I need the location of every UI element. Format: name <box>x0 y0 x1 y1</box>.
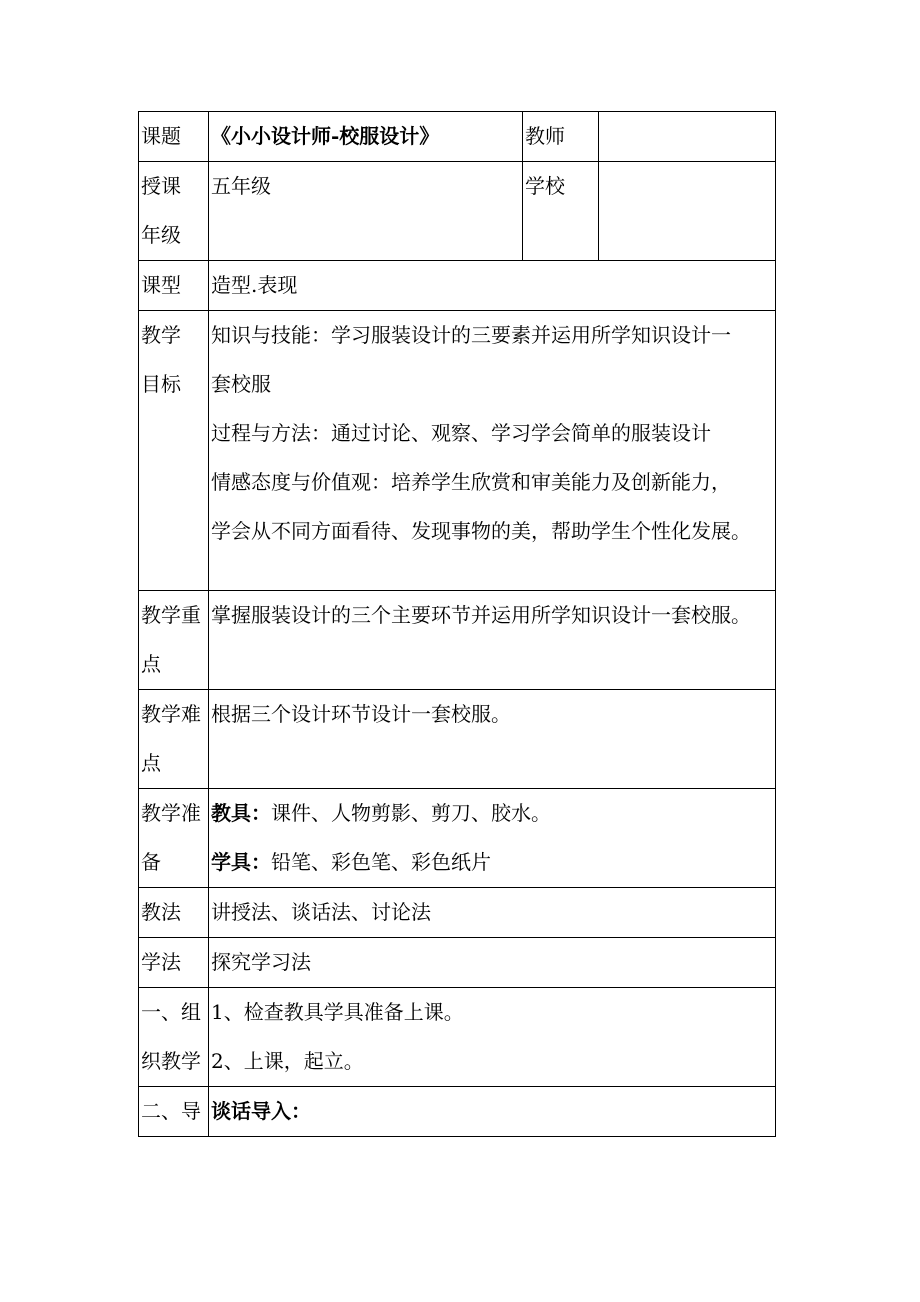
row-learning <box>139 938 776 988</box>
row-step1 <box>139 988 776 1087</box>
prep-label-line1: 教学准 <box>141 801 201 825</box>
type-value: 造型.表现 <box>209 261 776 311</box>
prep-value <box>209 789 776 888</box>
focus-label-line2: 点 <box>141 652 161 676</box>
row-prep <box>139 789 776 888</box>
goals-value <box>209 311 776 591</box>
learning-value: 探究学习法 <box>209 938 776 988</box>
row-title <box>139 112 776 162</box>
school-label: 学校 <box>523 162 599 261</box>
row-grade <box>139 162 776 261</box>
goal-line: 学会从不同方面看待、发现事物的美，帮助学生个性化发展。 <box>211 519 751 543</box>
teacher-value <box>599 112 776 162</box>
row-method <box>139 888 776 938</box>
goal-line: 知识与技能：学习服装设计的三要素并运用所学知识设计一 <box>211 323 731 347</box>
difficulty-label-line1: 教学难 <box>141 702 201 726</box>
type-label: 课型 <box>139 261 209 311</box>
prep-teacher-tools-value: 课件、人物剪影、剪刀、胶水。 <box>271 801 551 825</box>
row-focus <box>139 591 776 690</box>
step1-label-line1: 一、组 <box>141 1000 201 1024</box>
prep-label-line2: 备 <box>141 850 161 874</box>
method-label: 教法 <box>139 888 209 938</box>
difficulty-label-line2: 点 <box>141 751 161 775</box>
grade-label-line2: 年级 <box>141 223 181 247</box>
focus-label <box>139 591 209 690</box>
step1-label-line2: 织教学 <box>141 1049 201 1073</box>
row-step2 <box>139 1087 776 1137</box>
row-goals <box>139 311 776 591</box>
goals-label-line1: 教学 <box>141 323 181 347</box>
focus-label-line1: 教学重 <box>141 603 201 627</box>
difficulty-value: 根据三个设计环节设计一套校服。 <box>209 690 776 789</box>
focus-value: 掌握服装设计的三个主要环节并运用所学知识设计一套校服。 <box>209 591 776 690</box>
step1-line: 2、上课，起立。 <box>211 1049 364 1073</box>
teacher-label: 教师 <box>523 112 599 162</box>
row-type <box>139 261 776 311</box>
lesson-plan-table <box>138 111 776 1137</box>
grade-label-line1: 授课 <box>141 174 181 198</box>
row-difficulty <box>139 690 776 789</box>
step1-line: 1、检查教具学具准备上课。 <box>211 1000 464 1024</box>
goal-line: 套校服 <box>211 372 271 396</box>
step1-label <box>139 988 209 1087</box>
prep-teacher-tools-label: 教具： <box>211 801 271 825</box>
learning-label: 学法 <box>139 938 209 988</box>
goals-label <box>139 311 209 591</box>
step1-value <box>209 988 776 1087</box>
prep-student-tools-label: 学具： <box>211 850 271 874</box>
difficulty-label <box>139 690 209 789</box>
title-label: 课题 <box>139 112 209 162</box>
prep-student-tools <box>211 838 775 887</box>
school-value <box>599 162 776 261</box>
prep-teacher-tools <box>211 789 775 838</box>
prep-student-tools-value: 铅笔、彩色笔、彩色纸片 <box>271 850 491 874</box>
method-value: 讲授法、谈话法、讨论法 <box>209 888 776 938</box>
goal-line: 情感态度与价值观：培养学生欣赏和审美能力及创新能力， <box>211 470 731 494</box>
title-value: 《小小设计师-校服设计》 <box>209 112 523 162</box>
goal-line: 过程与方法：通过讨论、观察、学习学会简单的服装设计 <box>211 421 711 445</box>
grade-value: 五年级 <box>209 162 523 261</box>
grade-label <box>139 162 209 261</box>
prep-label <box>139 789 209 888</box>
step2-value: 谈话导入： <box>209 1087 776 1137</box>
goals-label-line2: 目标 <box>141 372 181 396</box>
step2-label: 二、导 <box>139 1087 209 1137</box>
